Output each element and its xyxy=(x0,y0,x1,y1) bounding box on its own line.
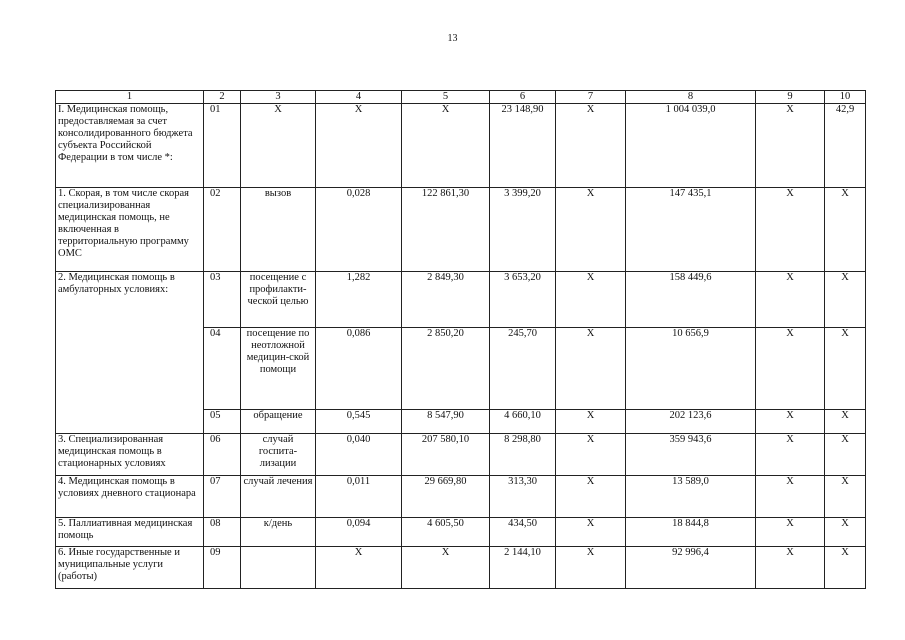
row-c7: X xyxy=(556,518,626,547)
row-name: 2. Медицинская помощь в амбулаторных условиях: xyxy=(56,272,204,434)
row-c5: 29 669,80 xyxy=(402,476,490,518)
row-unit: X xyxy=(241,104,316,188)
row-code: 06 xyxy=(204,434,241,476)
row-c8: 359 943,6 xyxy=(626,434,756,476)
row-c4: 0,040 xyxy=(316,434,402,476)
row-c8: 1 004 039,0 xyxy=(626,104,756,188)
row-c7: X xyxy=(556,410,626,434)
row-c6: 23 148,90 xyxy=(490,104,556,188)
row-c5: 207 580,10 xyxy=(402,434,490,476)
row-c6: 3 653,20 xyxy=(490,272,556,328)
table-row xyxy=(56,188,866,272)
row-c4: 0,028 xyxy=(316,188,402,272)
row-c5: X xyxy=(402,104,490,188)
row-c9: X xyxy=(756,188,825,272)
row-c6: 434,50 xyxy=(490,518,556,547)
row-c4: X xyxy=(316,547,402,589)
row-c9: X xyxy=(756,272,825,328)
row-c8: 92 996,4 xyxy=(626,547,756,589)
row-c7: X xyxy=(556,188,626,272)
row-c7: X xyxy=(556,434,626,476)
row-c7: X xyxy=(556,272,626,328)
table-row xyxy=(56,547,866,589)
row-c10: X xyxy=(825,547,866,589)
row-c8: 13 589,0 xyxy=(626,476,756,518)
row-c8: 10 656,9 xyxy=(626,328,756,410)
row-c7: X xyxy=(556,328,626,410)
row-c10: X xyxy=(825,328,866,410)
row-code: 01 xyxy=(204,104,241,188)
row-c5: 122 861,30 xyxy=(402,188,490,272)
table-row xyxy=(56,476,866,518)
row-unit: посещение по неотложной медицин-ской помощи xyxy=(241,328,316,410)
row-c9: X xyxy=(756,434,825,476)
row-c5: 2 850,20 xyxy=(402,328,490,410)
row-c8: 147 435,1 xyxy=(626,188,756,272)
header-cell: 6 xyxy=(490,91,556,104)
row-c9: X xyxy=(756,328,825,410)
row-c8: 202 123,6 xyxy=(626,410,756,434)
row-c10: X xyxy=(825,272,866,328)
row-c9: X xyxy=(756,476,825,518)
row-c10: X xyxy=(825,410,866,434)
row-c5: X xyxy=(402,547,490,589)
row-c10: X xyxy=(825,188,866,272)
row-c7: X xyxy=(556,104,626,188)
row-c4: 0,094 xyxy=(316,518,402,547)
row-code: 05 xyxy=(204,410,241,434)
row-unit xyxy=(241,547,316,589)
row-c6: 3 399,20 xyxy=(490,188,556,272)
header-cell: 3 xyxy=(241,91,316,104)
row-c8: 158 449,6 xyxy=(626,272,756,328)
row-c6: 2 144,10 xyxy=(490,547,556,589)
header-row xyxy=(56,91,866,104)
row-name: 3. Специализированная медицинская помощь в стационарных условиях xyxy=(56,434,204,476)
row-unit: случай госпита-лизации xyxy=(241,434,316,476)
row-c5: 8 547,90 xyxy=(402,410,490,434)
row-c4: X xyxy=(316,104,402,188)
row-c4: 0,086 xyxy=(316,328,402,410)
row-c4: 0,545 xyxy=(316,410,402,434)
row-c6: 8 298,80 xyxy=(490,434,556,476)
row-c10: X xyxy=(825,434,866,476)
row-code: 08 xyxy=(204,518,241,547)
row-unit: посещение с профилакти-ческой целью xyxy=(241,272,316,328)
row-c7: X xyxy=(556,476,626,518)
row-c10: 42,9 xyxy=(825,104,866,188)
table-row xyxy=(56,104,866,188)
header-cell: 8 xyxy=(626,91,756,104)
row-c6: 245,70 xyxy=(490,328,556,410)
row-code: 09 xyxy=(204,547,241,589)
header-cell: 2 xyxy=(204,91,241,104)
row-c9: X xyxy=(756,518,825,547)
row-name: 1. Скорая, в том числе скорая специализированная медицинская помощь, не включенная в территориальную программу ОМС xyxy=(56,188,204,272)
row-code: 07 xyxy=(204,476,241,518)
row-c5: 2 849,30 xyxy=(402,272,490,328)
row-name: 4. Медицинская помощь в условиях дневного стационара xyxy=(56,476,204,518)
header-cell: 1 xyxy=(56,91,204,104)
row-name: I. Медицинская помощь, предоставляемая за счет консолидированного бюджета субъекта Российской Федерации в том числе *: xyxy=(56,104,204,188)
row-c5: 4 605,50 xyxy=(402,518,490,547)
row-unit: вызов xyxy=(241,188,316,272)
row-unit: к/день xyxy=(241,518,316,547)
row-code: 02 xyxy=(204,188,241,272)
row-code: 04 xyxy=(204,328,241,410)
header-cell: 4 xyxy=(316,91,402,104)
row-c9: X xyxy=(756,547,825,589)
row-name: 5. Паллиативная медицинская помощь xyxy=(56,518,204,547)
row-code: 03 xyxy=(204,272,241,328)
header-cell: 9 xyxy=(756,91,825,104)
row-unit: обращение xyxy=(241,410,316,434)
row-c9: X xyxy=(756,104,825,188)
row-c7: X xyxy=(556,547,626,589)
row-c4: 1,282 xyxy=(316,272,402,328)
row-c6: 4 660,10 xyxy=(490,410,556,434)
row-unit: случай лечения xyxy=(241,476,316,518)
table-row xyxy=(56,272,866,328)
page-number: 13 xyxy=(447,33,458,44)
row-c9: X xyxy=(756,410,825,434)
header-cell: 5 xyxy=(402,91,490,104)
header-cell: 10 xyxy=(825,91,866,104)
header-cell: 7 xyxy=(556,91,626,104)
row-name: 6. Иные государственные и муниципальные услуги (работы) xyxy=(56,547,204,589)
table-row xyxy=(56,434,866,476)
row-c6: 313,30 xyxy=(490,476,556,518)
row-c10: X xyxy=(825,518,866,547)
table-row xyxy=(56,518,866,547)
funding-table xyxy=(55,90,866,589)
row-c8: 18 844,8 xyxy=(626,518,756,547)
row-c4: 0,011 xyxy=(316,476,402,518)
row-c10: X xyxy=(825,476,866,518)
